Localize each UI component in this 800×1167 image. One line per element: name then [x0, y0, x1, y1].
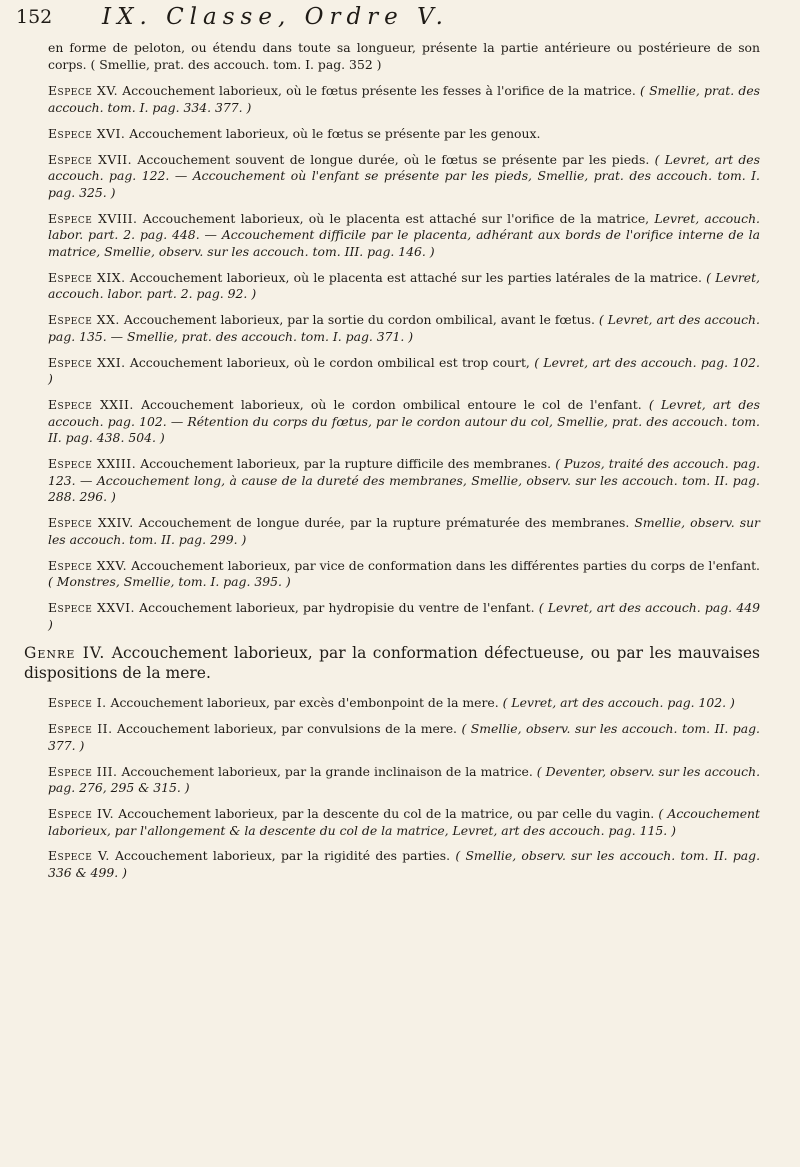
espece-entry [48, 211, 760, 261]
espece-entry [48, 515, 760, 548]
espece-lead: Espece III. [48, 763, 118, 779]
espece-entry [48, 397, 760, 447]
running-title: IX. Classe, Ordre V. [102, 4, 449, 30]
espece-text: Accouchement laborieux, par excès d'embonpoint de la mere. [106, 695, 503, 711]
espece-text: Accouchement laborieux, par la grande inclinaison de la matrice. [117, 763, 537, 779]
espece-entry [48, 126, 760, 143]
espece-text: Accouchement de longue durée, par la rupture prématurée des membranes. [133, 515, 635, 531]
espece-lead: Espece XVI. [48, 125, 126, 141]
espece-lead: Espece XXI. [48, 354, 126, 370]
espece-entry [48, 848, 760, 881]
espece-citation: ( Levret, art des accouch. pag. 135. — Smellie, prat. des accouch. tom. I. pag. 371. ) [48, 312, 760, 344]
espece-citation: ( Levret, art des accouch. pag. 122. — Accouchement où l'enfant se présente par les pieds, Smellie, prat. des accouch. tom. I. pag. 325. ) [48, 151, 760, 200]
espece-text: Accouchement laborieux, où le fœtus se présente par les genoux. [125, 125, 541, 141]
espece-citation: Levret, accouch. labor. part. 2. pag. 448. — Accouchement difficile par le placenta, adhérant aux bords de l'orifice interne de la matrice, Smellie, observ. sur les accouch. tom. III. pag. 146. ) [48, 210, 761, 260]
page-header [16, 4, 760, 40]
especes-list-genre-3 [48, 83, 760, 633]
espece-citation: ( Smellie, observ. sur les accouch. tom. II. pag. 336 & 499. ) [48, 848, 761, 881]
page-number: 152 [16, 6, 53, 28]
espece-lead: Espece XXV. [48, 557, 128, 573]
espece-entry [48, 456, 760, 506]
espece-citation: ( Puzos, traité des accouch. pag. 123. — Accouchement long, à cause de la dureté des membranes, Smellie, observ. sur les accouch. tom. II. pag. 288. 296. ) [48, 456, 761, 505]
espece-lead: Espece XV. [48, 83, 119, 99]
espece-entry [48, 312, 760, 345]
espece-citation: ( Monstres, Smellie, tom. I. pag. 395. ) [48, 574, 291, 590]
espece-lead: Espece XVIII. [48, 210, 138, 226]
espece-citation: ( Smellie, prat. des accouch. tom. I. pag. 334. 377. ) [48, 83, 761, 116]
genre-lead: Genre IV. [24, 644, 106, 663]
espece-lead: Espece XX. [48, 312, 120, 328]
espece-entry [48, 695, 760, 712]
espece-citation: ( Levret, art des accouch. pag. 102. — Rétention du corps du fœtus, par le cordon autour du col, Smellie, prat. des accouch. tom. II. pag. 438. 504. ) [48, 396, 760, 446]
page-body [24, 40, 761, 891]
espece-lead: Espece XXII. [48, 396, 134, 412]
espece-text: Accouchement laborieux, où le cordon ombilical est trop court, [125, 354, 535, 370]
espece-lead: Espece XIX. [48, 269, 126, 285]
espece-entry [48, 721, 760, 754]
espece-entry [48, 806, 760, 839]
espece-lead: Espece I. [48, 695, 107, 711]
espece-citation: ( Accouchement laborieux, par l'allongement & la descente du col de la matrice, Levret, art des accouch. pag. 115. ) [48, 805, 760, 838]
espece-text: Accouchement laborieux, où le cordon ombilical entoure le col de l'enfant. [133, 396, 649, 412]
espece-citation: ( Levret, accouch. labor. part. 2. pag. 92. ) [48, 269, 760, 302]
espece-entry [48, 152, 760, 202]
espece-text: Accouchement laborieux, par la sortie du cordon ombilical, avant le fœtus. [119, 312, 599, 328]
espece-text: Accouchement laborieux, par vice de conformation dans les différentes parties du corps de l'enfant. [127, 557, 760, 573]
espece-entry [48, 764, 760, 797]
espece-citation: ( Deventer, observ. sur les accouch. pag. 276, 295 & 315. ) [48, 763, 761, 796]
espece-citation: ( Smellie, observ. sur les accouch. tom. II. pag. 377. ) [48, 721, 760, 753]
especes-list-genre-4 [48, 695, 760, 881]
espece-text: Accouchement laborieux, par la rigidité des parties. [109, 848, 456, 864]
espece-lead: Espece V. [48, 848, 110, 864]
espece-text: Accouchement laborieux, par hydropisie du ventre de l'enfant. [134, 599, 539, 615]
espece-entry [48, 83, 760, 116]
espece-text: Accouchement laborieux, par la rupture difficile des membranes. [136, 456, 556, 472]
espece-text: Accouchement laborieux, par convulsions de la mere. [112, 721, 462, 737]
espece-citation: ( Levret, art des accouch. pag. 102. ) [502, 695, 735, 711]
espece-citation: Smellie, observ. sur les accouch. tom. II. pag. 299. ) [48, 515, 760, 547]
espece-entry [48, 558, 760, 591]
espece-lead: Espece XXVI. [48, 599, 135, 615]
espece-text: Accouchement laborieux, où le placenta est attaché sur les parties latérales de la matrice. [125, 269, 707, 285]
espece-text: Accouchement laborieux, où le placenta est attaché sur l'orifice de la matrice, [137, 210, 655, 226]
espece-text: Accouchement souvent de longue durée, où le fœtus se présente par les pieds. [132, 151, 655, 167]
espece-entry [48, 270, 760, 303]
espece-text: Accouchement laborieux, par la descente du col de la matrice, ou par celle du vagin. [114, 805, 659, 821]
espece-text: Accouchement laborieux, où le fœtus présente les fesses à l'orifice de la matrice. [118, 83, 641, 99]
espece-entry [48, 355, 760, 388]
espece-citation: ( Levret, art des accouch. pag. 102. ) [48, 354, 760, 387]
espece-lead: Espece XVII. [48, 151, 133, 167]
espece-entry [48, 600, 760, 633]
espece-lead: Espece II. [48, 721, 113, 737]
espece-lead: Espece IV. [48, 805, 115, 821]
espece-lead: Espece XXIV. [48, 515, 134, 531]
espece-lead: Espece XXIII. [48, 456, 137, 472]
intro-paragraph: en forme de peloton, ou étendu dans toute sa longueur, présente la partie antérieure ou postérieure de son corps. ( Smellie, prat. des accouch. tom. I. pag. 352 ) [48, 40, 760, 72]
espece-citation: ( Levret, art des accouch. pag. 449 ) [48, 599, 760, 632]
genre-text: Accouchement laborieux, par la conformation défectueuse, ou par les mauvaises dispositions de la mere. [24, 644, 761, 683]
genre-heading [24, 643, 760, 683]
